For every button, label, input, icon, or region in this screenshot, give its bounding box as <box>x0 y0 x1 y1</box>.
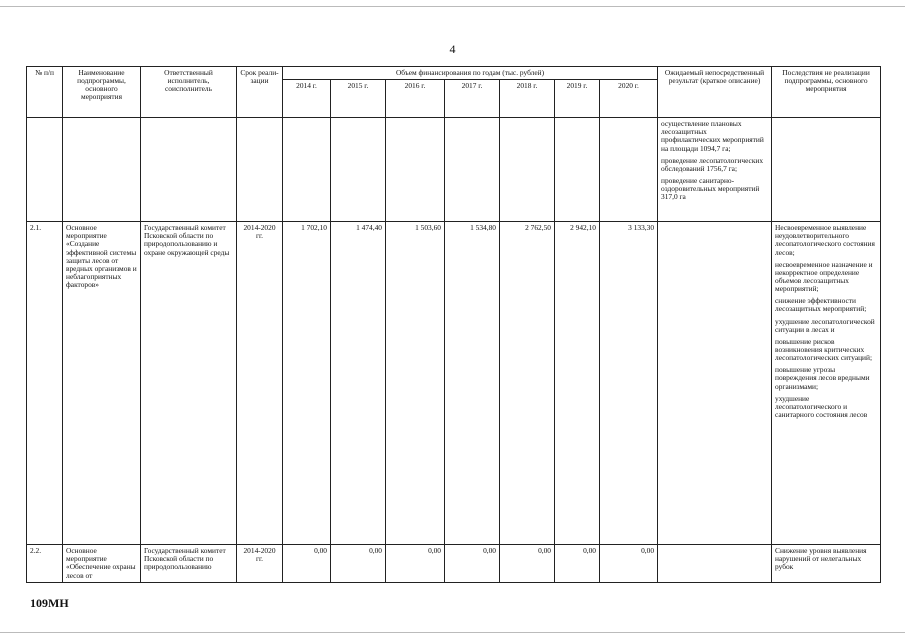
table-cell <box>386 118 445 222</box>
consequences-cell <box>772 222 881 545</box>
table-cell <box>63 118 141 222</box>
col-header-year: 2017 г. <box>445 80 500 118</box>
row-number: 2.2. <box>27 545 63 583</box>
col-header-year: 2019 г. <box>555 80 600 118</box>
funding-value: 0,00 <box>331 545 386 583</box>
result-text: осуществление плановых лесозащитных профилактических мероприятий на площади 1094,7 га; <box>661 119 764 153</box>
table-row <box>27 545 881 583</box>
consequence-text: снижение эффективности лесозащитных мероприятий; <box>775 296 867 314</box>
funding-value: 0,00 <box>386 545 445 583</box>
funding-value: 1 503,60 <box>386 222 445 545</box>
consequence-text: несвоевременное назначение и некорректное определение объемов лесозащитных мероприятий; <box>775 259 873 294</box>
col-header-result: Ожидаемый непосредственный результат (краткое описание) <box>658 67 772 118</box>
result-cell <box>658 222 772 545</box>
table-cell <box>331 118 386 222</box>
scan-top-edge <box>0 6 905 7</box>
col-header-name: Наименование подпрограммы, основного мероприятия <box>63 67 141 118</box>
funding-value: 0,00 <box>600 545 658 583</box>
consequence-text: ухудшение лесопатологической ситуации в лесах и <box>775 316 875 334</box>
result-text: проведение лесопатологических обследований 1756,7 га; <box>661 155 764 173</box>
table-cell <box>141 118 237 222</box>
table-cell <box>772 118 881 222</box>
table-row <box>27 222 881 545</box>
activity-name: Основное мероприятие «Создание эффективной системы защиты лесов от вредных организмов и неблагоприятных факторов» <box>63 222 141 545</box>
col-header-consequences: Последствия не реализации подпрограммы, основного мероприятия <box>772 67 881 118</box>
term-value: 2014-2020 гг. <box>237 222 283 545</box>
table-cell <box>283 118 331 222</box>
table-cell <box>500 118 555 222</box>
scan-bottom-edge <box>0 632 905 633</box>
row-number: 2.1. <box>27 222 63 545</box>
col-header-term: Срок реали-зации <box>237 67 283 118</box>
result-cell <box>658 545 772 583</box>
result-text: проведение санитарно-оздоровительных мероприятий 317,0 га <box>661 175 760 202</box>
funding-value: 2 942,10 <box>555 222 600 545</box>
consequence-text: повышение рисков возникновения критических лесопатологических ситуаций; <box>775 336 873 363</box>
col-header-funding: Объем финансирования по годам (тыс. рублей) <box>283 67 658 80</box>
col-header-num: № п/п <box>27 67 63 118</box>
document-code: 109МН <box>30 596 69 610</box>
consequence-text: повышение угрозы повреждения лесов вредными организмами; <box>775 365 870 391</box>
program-funding-table <box>26 66 881 583</box>
term-value: 2014-2020 гг. <box>237 545 283 583</box>
col-header-year: 2018 г. <box>500 80 555 118</box>
header-row <box>27 67 881 80</box>
col-header-executor: Ответственный исполнитель, соисполнитель <box>141 67 237 118</box>
table-row-continuation <box>27 118 881 222</box>
col-header-year: 2020 г. <box>600 80 658 118</box>
consequences-cell <box>772 545 881 583</box>
funding-value: 0,00 <box>445 545 500 583</box>
page-number: 4 <box>449 42 456 56</box>
col-header-year: 2014 г. <box>283 80 331 118</box>
funding-value: 2 762,50 <box>500 222 555 545</box>
activity-name: Основное мероприятие «Обеспечение охраны лесов от <box>63 545 141 583</box>
result-cell <box>658 118 772 222</box>
col-header-year: 2016 г. <box>386 80 445 118</box>
funding-value: 0,00 <box>283 545 331 583</box>
table-cell <box>27 118 63 222</box>
funding-value: 0,00 <box>555 545 600 583</box>
executor-name: Государственный комитет Псковской области по природопользованию <box>141 545 237 583</box>
table-cell <box>237 118 283 222</box>
funding-value: 1 474,40 <box>331 222 386 545</box>
col-header-year: 2015 г. <box>331 80 386 118</box>
executor-name: Государственный комитет Псковской области по природопользованию и охране окружающей среды <box>141 222 237 545</box>
table-cell <box>555 118 600 222</box>
consequence-text: ухудшение лесопатологического и санитарного состояния лесов <box>775 393 868 419</box>
table-cell <box>445 118 500 222</box>
consequence-text: Снижение уровня выявления нарушений от нелегальных рубок <box>775 546 867 572</box>
funding-value: 3 133,30 <box>600 222 658 545</box>
funding-value: 1 702,10 <box>283 222 331 545</box>
consequence-text: Несвоевременное выявление неудовлетворительного лесопатологического состояния лесов; <box>775 223 875 257</box>
table-cell <box>600 118 658 222</box>
funding-value: 0,00 <box>500 545 555 583</box>
funding-value: 1 534,80 <box>445 222 500 545</box>
